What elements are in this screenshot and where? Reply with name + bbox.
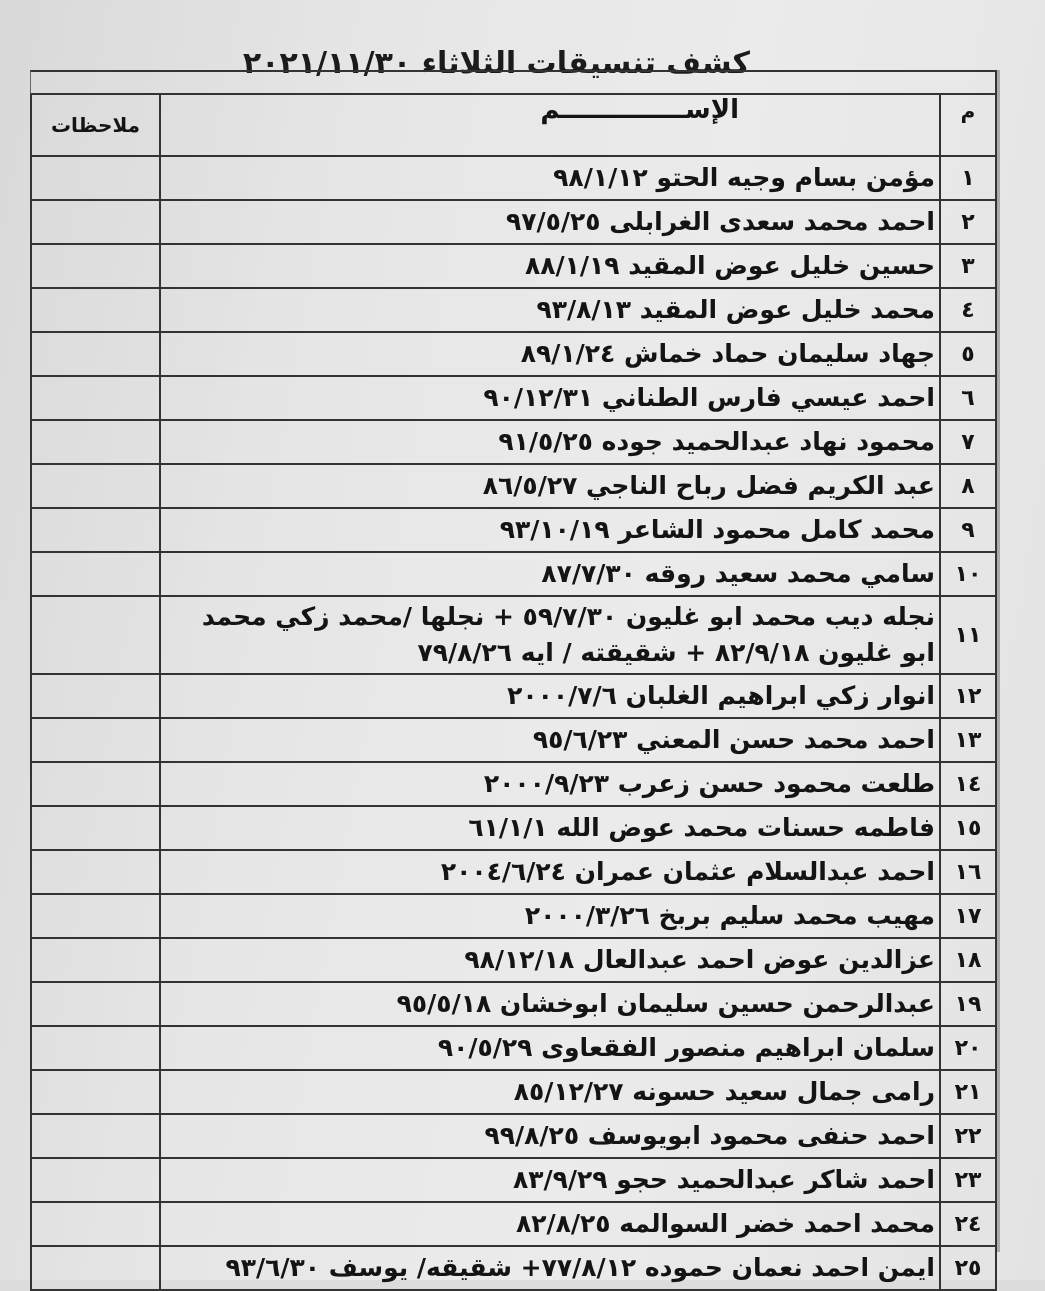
table-row — [31, 850, 996, 894]
row-number: ٤ — [940, 288, 996, 332]
row-notes — [31, 376, 160, 420]
row-name: احمد حنفى محمود ابويوسف ٩٩/٨/٢٥ — [484, 1121, 935, 1150]
table-row — [31, 894, 996, 938]
row-name: رامى جمال سعيد حسونه ٨٥/١٢/٢٧ — [513, 1077, 935, 1106]
row-notes — [31, 762, 160, 806]
row-number: ١٩ — [940, 982, 996, 1026]
row-number: ٩ — [940, 508, 996, 552]
row-notes — [31, 332, 160, 376]
row-name-cell — [160, 376, 940, 420]
table-row — [31, 200, 996, 244]
row-number: ١١ — [940, 596, 996, 674]
page-title: كشف تنسيقات الثلاثاء ٢٠٢١/١١/٣٠ — [242, 46, 750, 81]
row-notes — [31, 850, 160, 894]
row-number: ٢ — [940, 200, 996, 244]
row-name-cell — [160, 596, 940, 674]
row-name: احمد محمد سعدى الغرابلى ٩٧/٥/٢٥ — [506, 207, 935, 236]
row-name-cell — [160, 1070, 940, 1114]
table-row — [31, 156, 996, 200]
row-name: مهيب محمد سليم بربخ ٢٠٠٠/٣/٢٦ — [524, 901, 935, 930]
row-name-cell — [160, 552, 940, 596]
row-notes — [31, 674, 160, 718]
row-number: ٨ — [940, 464, 996, 508]
row-name-cell — [160, 850, 940, 894]
table-row — [31, 1070, 996, 1114]
row-number: ١٨ — [940, 938, 996, 982]
row-number: ٣ — [940, 244, 996, 288]
row-name: سلمان ابراهيم منصور الفقعاوى ٩٠/٥/٢٩ — [437, 1033, 935, 1062]
row-notes — [31, 1246, 160, 1290]
table-row — [31, 596, 996, 674]
table-row — [31, 718, 996, 762]
row-name: محمد كامل محمود الشاعر ٩٣/١٠/١٩ — [499, 515, 935, 544]
row-name: عبدالرحمن حسين سليمان ابوخشان ٩٥/٥/١٨ — [396, 989, 935, 1018]
row-number: ١ — [940, 156, 996, 200]
row-number: ٧ — [940, 420, 996, 464]
row-number: ١٠ — [940, 552, 996, 596]
row-notes — [31, 244, 160, 288]
row-name-cell — [160, 1158, 940, 1202]
row-name: حسين خليل عوض المقيد ٨٨/١/١٩ — [524, 251, 935, 280]
row-name: فاطمه حسنات محمد عوض الله ٦١/١/١ — [468, 813, 935, 842]
row-name-cell — [160, 332, 940, 376]
row-name-cell — [160, 156, 940, 200]
row-number: ٥ — [940, 332, 996, 376]
row-number: ٢٣ — [940, 1158, 996, 1202]
row-name-cell — [160, 982, 940, 1026]
row-number: ٦ — [940, 376, 996, 420]
row-notes — [31, 1070, 160, 1114]
row-name-cell — [160, 288, 940, 332]
table-row — [31, 806, 996, 850]
table-row — [31, 1158, 996, 1202]
table-row — [31, 1114, 996, 1158]
row-name: عزالدين عوض احمد عبدالعال ٩٨/١٢/١٨ — [464, 945, 935, 974]
row-notes — [31, 938, 160, 982]
table-row — [31, 762, 996, 806]
table-row — [31, 1246, 996, 1290]
row-notes — [31, 1158, 160, 1202]
row-notes — [31, 718, 160, 762]
table-row — [31, 938, 996, 982]
row-name: محمود نهاد عبدالحميد جوده ٩١/٥/٢٥ — [498, 427, 935, 456]
row-name: سامي محمد سعيد روقه ٨٧/٧/٣٠ — [541, 559, 935, 588]
row-notes — [31, 420, 160, 464]
table-row — [31, 244, 996, 288]
row-notes — [31, 1114, 160, 1158]
row-notes — [31, 982, 160, 1026]
row-name-cell — [160, 1202, 940, 1246]
row-name-cell — [160, 938, 940, 982]
row-number: ١٦ — [940, 850, 996, 894]
row-notes — [31, 1202, 160, 1246]
row-number: ١٥ — [940, 806, 996, 850]
table-row — [31, 288, 996, 332]
table-row — [31, 420, 996, 464]
row-notes — [31, 508, 160, 552]
table-row — [31, 376, 996, 420]
table-row — [31, 1202, 996, 1246]
row-name-cell — [160, 894, 940, 938]
row-name-cell — [160, 718, 940, 762]
row-name: محمد خليل عوض المقيد ٩٣/٨/١٣ — [536, 295, 935, 324]
row-name-cell — [160, 1114, 940, 1158]
row-name-cell — [160, 806, 940, 850]
row-name: احمد عبدالسلام عثمان عمران ٢٠٠٤/٦/٢٤ — [440, 857, 935, 886]
row-notes — [31, 1026, 160, 1070]
row-name-cell — [160, 464, 940, 508]
row-name-cell — [160, 1026, 940, 1070]
column-header-notes: ملاحظات — [31, 94, 160, 156]
row-name-cell — [160, 420, 940, 464]
table-row — [31, 552, 996, 596]
row-number: ١٢ — [940, 674, 996, 718]
row-notes — [31, 288, 160, 332]
row-name: محمد احمد خضر السوالمه ٨٢/٨/٢٥ — [515, 1209, 935, 1238]
row-notes — [31, 464, 160, 508]
row-name: احمد عيسي فارس الطناني ٩٠/١٢/٣١ — [483, 383, 935, 412]
row-name-cell — [160, 1246, 940, 1290]
table-row — [31, 1026, 996, 1070]
row-name: نجله ديب محمد ابو غليون ٥٩/٧/٣٠ + نجلها /محمد زكي محمد ابو غليون ٨٢/٩/١٨ + شقيقته / ايه ٧٩/٨/٢٦ — [201, 602, 935, 667]
row-number: ٢٤ — [940, 1202, 996, 1246]
row-name: جهاد سليمان حماد خماش ٨٩/١/٢٤ — [520, 339, 935, 368]
row-notes — [31, 156, 160, 200]
table-row — [31, 508, 996, 552]
row-name: عبد الكريم فضل رباح الناجي ٨٦/٥/٢٧ — [482, 471, 935, 500]
row-name: مؤمن بسام وجيه الحتو ٩٨/١/١٢ — [553, 163, 935, 192]
row-number: ٢٢ — [940, 1114, 996, 1158]
row-name-cell — [160, 508, 940, 552]
table-row — [31, 464, 996, 508]
table-header-row — [31, 94, 996, 156]
column-header-number: م — [940, 94, 996, 156]
table-row — [31, 332, 996, 376]
row-number: ٢١ — [940, 1070, 996, 1114]
row-number: ١٣ — [940, 718, 996, 762]
row-name: ايمن احمد نعمان حموده ٧٧/٨/١٢+ شقيقه/ يوسف ٩٣/٦/٣٠ — [225, 1253, 935, 1282]
table-row — [31, 674, 996, 718]
column-header-name: الإســــــــــــــم — [160, 94, 940, 156]
row-name: احمد محمد حسن المعني ٩٥/٦/٢٣ — [532, 725, 935, 754]
row-number: ١٧ — [940, 894, 996, 938]
table-row — [31, 982, 996, 1026]
row-notes — [31, 806, 160, 850]
row-name: احمد شاكر عبدالحميد حجو ٨٣/٩/٢٩ — [512, 1165, 935, 1194]
row-name-cell — [160, 244, 940, 288]
row-notes — [31, 552, 160, 596]
row-number: ٢٥ — [940, 1246, 996, 1290]
row-name-cell — [160, 762, 940, 806]
row-name: انوار زكي ابراهيم الغلبان ٢٠٠٠/٧/٦ — [507, 681, 935, 710]
names-table — [30, 93, 997, 1291]
row-name: طلعت محمود حسن زعرب ٢٠٠٠/٩/٢٣ — [483, 769, 935, 798]
row-name-cell — [160, 674, 940, 718]
row-number: ١٤ — [940, 762, 996, 806]
row-notes — [31, 894, 160, 938]
row-notes — [31, 596, 160, 674]
row-number: ٢٠ — [940, 1026, 996, 1070]
row-name-cell — [160, 200, 940, 244]
row-notes — [31, 200, 160, 244]
